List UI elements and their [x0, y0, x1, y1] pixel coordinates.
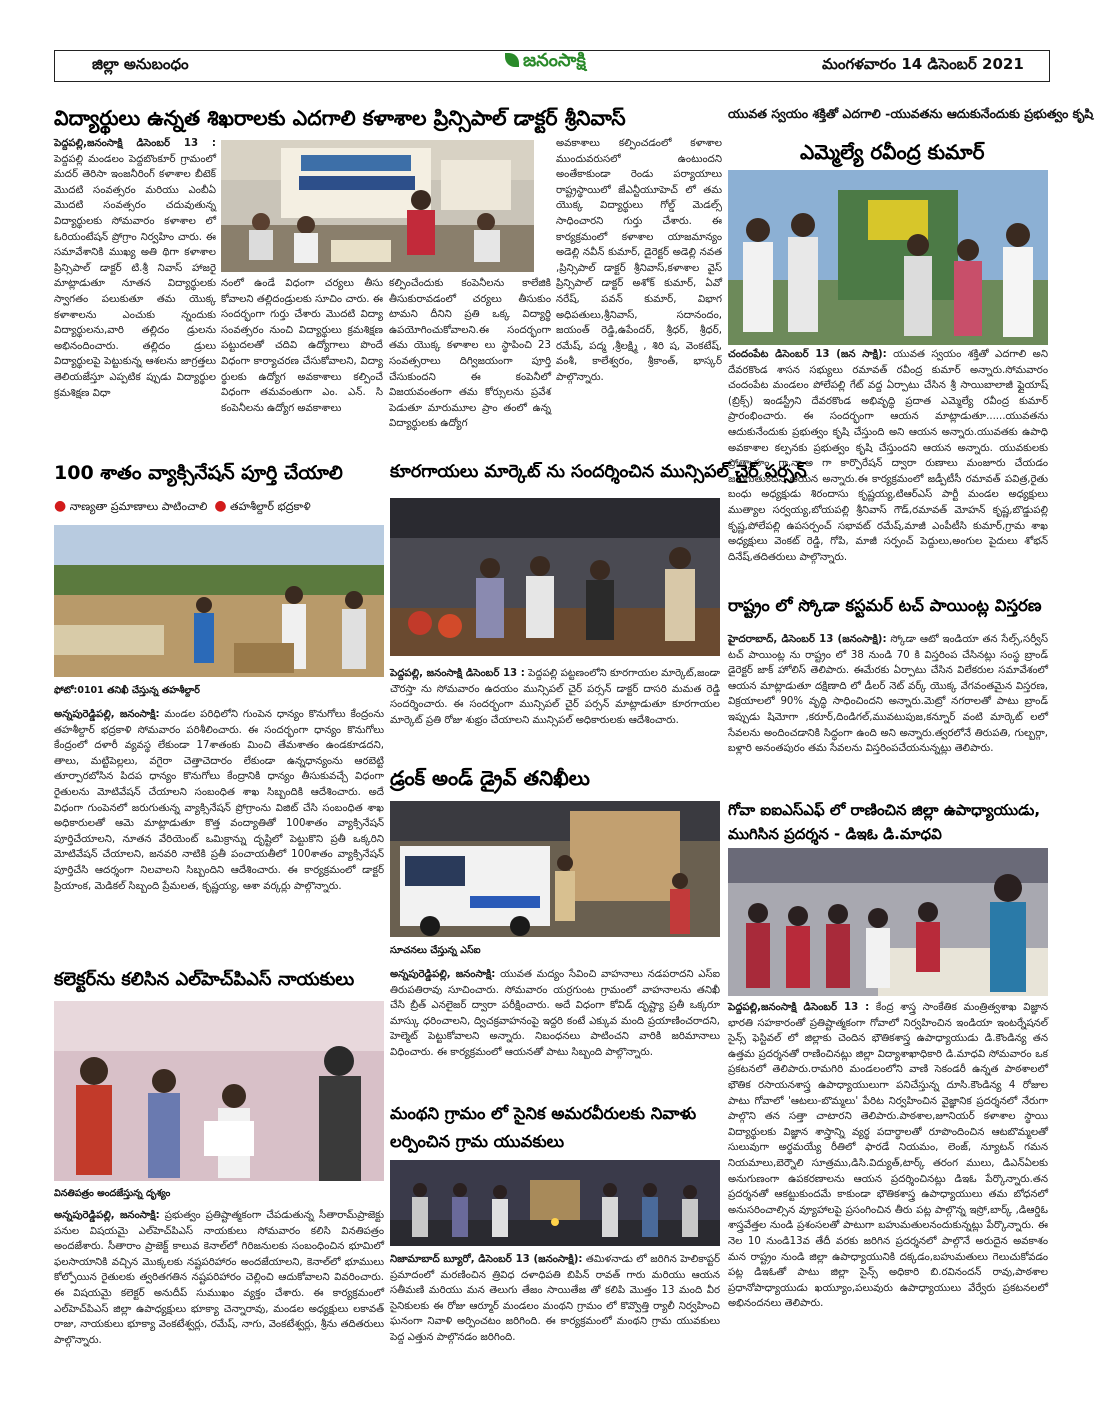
photo-caption-memorandum: వినతిపత్రం అందజేస్తున్న దృశ్యం	[54, 1188, 171, 1199]
article-body-skoda: హైదరాబాద్, డిసెంబర్ 13 (జనంసాక్షి): స్కోడా ఆటో ఇండియా తన సేల్స్,సర్వీస్ టచ్ పాయింట్ల ను రాష్ట్రం లో 38 నుండి 70 కి విస్తరింప చేసినట్లు సంస్థ బ్రాండ్ డైరెక్టర్ జాక్ హోలిస్ తెలిపారు. ఈమేరకు ఏర్పాటు చేసిన విలేకరుల సమావేశంలో ఆయన మాట్లాడుతూ దక్షిణాది లో డీలర్ నెట్ వర్క్ యొక్క వేగవంతమైన విస్తరణ, విక్రయాలలో 90% వృద్ధి సాధించిందని అన్నారు.మెట్రో నగరాలతో పాటు బ్రాండ్ ఇప్పుడు షిమోగా ,కరూర్,దిండిగల్,మువటుపుజ,కన్నూర్ వంటి మార్కెట్ లలో సేవలను అందించడానికి సిద్ధంగా ఉంది అని అన్నారు.త్వరలోనే తిరుపతి, గుల్బర్గా, బళ్లారి అనంతపురం తమ సేవలను విస్తరింపచేయనున్నట్లు తెలిపారు.	[728, 634, 1048, 755]
article-headline-tribute-2: లర్పించిన గ్రామ యువకులు	[390, 1132, 565, 1151]
article-headline-goa-1: గోవా ఐఐఎస్ఎఫ్ లో రాణించిన జిల్లా ఉపాధ్యాయుడు,	[728, 801, 1041, 819]
article-headline-drunk-drive: డ్రంక్ అండ్ డ్రైవ్ తనిఖీలు	[390, 766, 590, 790]
article-headline-goa-2: ముగిసిన ప్రదర్శన - డిఇఓ డి.మాధవి	[728, 825, 942, 843]
leaf-logo-icon	[505, 53, 519, 67]
page-date: మంగళవారం 14 డిసెంబర్ 2021	[822, 55, 1024, 73]
article-body-vaccination: అన్నపురెడ్డిపల్లి, జనంసాక్షి: మండల పరిధిలోని గుంపెన ధాన్యం కొనుగోలు కేంద్రంను తహశీల్దార్ భద్రకాళి సోమవారం పరిశీలించారు. ఈ సందర్భంగా ధాన్యం కొనుగోలు కేంద్రంలో దళారీ వ్యవస్థ లేకుండా 17శాతంకు మించి తేమశాతం ఉండకూడదని, తాలు, మట్టిపెల్లలు, వగైరా చెత్తాచెదారం లేకుండా ఉన్నధాన్యంను ఆరబెట్టి తూర్పారబోసిన పిదప ధాన్యం కొనుగోలు కేంద్రానికి ధాన్యం తీసుకువచ్చే విధంగా రైతులను మోటివేషన్ చేయాలని సంబంధిత శాఖ సిబ్బందికి ఆదేశించారు. అదే విధంగా గుంపెనలో జరుగుతున్న వ్యాక్సినేషన్ ప్రోగ్రాంను విజిట్ చేసి సంబంధిత శాఖ అధికారులతో ఆమె మాట్లాడుతూ కొత్త వంద్యాతితో 100శాతం వ్యాక్సినేషన్ పూర్తిచేయాలని, నూతన వేరియెంట్ ఒమిక్రాన్ను దృష్టిలో పెట్టుకొని ప్రతీ ఒక్కరిని మోటివేషన్ చేయాలని, జనవరి నాటికి ప్రతీ పంచాయతీలో 100శాతం వ్యాక్సినేషన్ పూర్తిచేసి ఆదర్శంగా నిలవాలని సిబ్బందిని ఆదేశించారు. ఈ కార్యక్రమంలో డాక్టర్ ప్రియాంక, మెడికల్ సిబ్బంది ప్రేమలత, కృష్ణయ్య, ఆశా వర్కర్లు పాల్గొన్నారు.	[54, 709, 384, 892]
masthead	[505, 50, 586, 75]
article-headline-lhps: కలెక్టర్‌ను కలిసిన ఎల్‌హెచ్‌పిఎస్ నాయకులు	[54, 969, 355, 990]
grain-center-photo	[54, 525, 384, 677]
candle-rally-photo	[390, 1160, 720, 1246]
article-subpoints-vaccination: ● నాణ్యతా ప్రమాణాలు పాటించాలి ● తహశీల్దార్ భద్రకాళి	[54, 498, 311, 514]
orientation-photo	[221, 140, 534, 272]
article-headline-college: విద్యార్థులు ఉన్నత శిఖరాలకు ఎదగాలి కళాశాల ప్రిన్సిపాల్ డాక్టర్ శ్రీనివాస్	[54, 106, 626, 130]
inauguration-photo	[728, 170, 1048, 345]
article-headline-market: కూరగాయలు మార్కెట్ ను సందర్శించిన మున్సిపల్ చైర్ పర్సన్	[390, 462, 807, 482]
photo-caption-si: సూచనలు చేస్తున్న ఎస్ఐ	[390, 945, 481, 956]
article-body-market: పెద్దపల్లి, జనంసాక్షి డిసెంబర్ 13 : పెద్దపల్లి పట్టణంలోని కూరగాయల మార్కెట్,జండా చౌరస్తా ను సోమవారం ఉదయం మున్సిపల్ చైర్ పర్సన్ డాక్టర్ దాసరి మమత రెడ్డి సందర్శించారు. ఈ సందర్భంగా మున్సిపల్ చైర్ పర్సన్ మాట్లాడుతూ కూరగాయల మార్కెట్ ప్రతి రోజు శుభ్రం చేయాలని మున్సిపల్ అధికారులకు ఆదేశించారు.	[390, 668, 720, 726]
article-headline-youth: యువత స్వయం శక్తితో ఎదగాలి -యువతను ఆదుకునేందుకు ప్రభుత్వం కృషి	[728, 106, 1048, 128]
article-body-lhps: అన్నపురెడ్డిపల్లి, జనంసాక్షి: ప్రభుత్వం ప్రతిష్టాత్మకంగా చేపడుతున్న సీతారామ్‌ప్రాజెక్టు పనుల విషయమై ఎల్‌హెచ్‌పిఎస్ నాయకులు సోమవారం కలిసి వినతిపత్రం అందజేశారు. సీతారాం ప్రాజెక్ట్ కాలువ కెనాల్‌లో గిరిజనులకు సంబంధించిన భూమిలో ఫలసాయానికి వచ్చిన మొక్కలకు నష్టపరిహారం అందజేయాలని, కెనాల్‌లో భూములు కోల్పోయిన రైతులకు త్వరితగతిన నష్టపరిహారం చెల్లించి ఆదుకోవాలని వివరించారు. ఈ విషయమై కలెక్టర్ అనుదీప్ సుముఖం వ్యక్తం చేశారు. ఈ కార్యక్రమంలో ఎల్‌హెచ్‌పిఎస్ జిల్లా ఉపాధ్యక్షులు భూక్యా చెన్నారావు, మండల అధ్యక్షులు లకావత్ రాజు, నాయకులు భూక్యా వెంకటేశ్వర్లు, రమేష్, నాగు, వెంకటేశ్వర్లు, శ్రీను తదితరులు పాల్గొన్నారు.	[54, 1210, 384, 1346]
memorandum-photo	[54, 1001, 384, 1181]
article-body-youth: చందంపేట డిసెంబర్ 13 (జన సాక్షి): యువత స్వయం శక్తితో ఎదగాలి అని దేవరకొండ శాసన సభ్యులు రమావత్ రవీంద్ర కుమార్ అన్నారు.సోమవారం చందంపేట మండలం పోలేపల్లి గేట్ వద్ద ఏర్పాటు చేసిన శ్రీ సాయిబాలాజీ ఫ్లైయాష్ (బ్రిక్స్) ఇండస్ట్రీని దేవరకొండ అభివృద్ధి ప్రదాత ఎమ్మెల్యే రవీంద్ర కుమార్ ప్రారంభించారు. ఈ సందర్భంగా ఆయన మాట్లాడుతూ......యువతను ఆదుకునేందుకు ప్రభుత్వం కృషి చేస్తుంది అని ఆయన అన్నారు.యువతకు ఉపాధి అవకాశాల కల్పనకు ప్రభుత్వం కృషి చేస్తుందని ఆయన అన్నారు. యువకులకు ప్రోత్సాహం గా,నా,అ గా కార్పొరేషన్ ద్వారా రుణాలు మంజూరు చేయడం జరుగుతుందని ఆయన అన్నారు.ఈ కార్యక్రమంలో జడ్పీటీసీ రమావత్ పవిత్ర,రైతు బంధు అధ్యక్షుడు శిరందాసు కృష్ణయ్య,టిఆర్ఎస్ పార్టీ మండల అధ్యక్షులు ముత్యాల సర్వయ్య,బోయపల్లి శ్రీనివాస్ గౌడ్,రమావత్ మోహన్ కృష్ణ,బొడ్డుపల్లి కృష్ణ,పోలేపల్లి ఉపసర్పంచ్ సభావట్ రమేష్,మాజీ ఎంపీటీసి కుమార్,గ్రామ శాఖ అధ్యక్షులు వెంకట్ రెడ్డి, గోపి, మాజీ సర్పంచ్ పెద్దులు,అంగుల పైదులు శోభన్ దినేష్,తదితరులు పాల్గొన్నారు.	[728, 349, 1048, 563]
article-body-college-col4: అవకాశాలు కల్పించడంలో కళాశాల ముందువరుసలో ఉంటుందని అంతేకాకుండా రెండు పర్యాయాలు రాష్ట్రస్థాయిలో జేఎన్టీయూహెచ్ లో తమ యొక్క విద్యార్థులు గోల్డ్ మెడల్స్ సాధించారని గుర్తు చేశారు. ఈ కార్యక్రమంలో కళాశాల యాజమాన్యం అడెల్లి నవీన్ కుమార్, డైరెక్టర్ అడెల్లి నవత ,ప్రిన్సిపాల్ డాక్టర్ శ్రీనివాస్,కళాశాల వైస్ ప్రిన్సిపాల్ డాక్టర్ అశోక్ కుమార్, ఏవో నరేష్, పవన్ కుమార్, విభాగ అధిపతులు,శ్రీనివాస్, సదానందం, జయంత్ రెడ్డి,ఉపేందర్, శ్రీధర్, శ్రీధర్, రమేష్, పద్మ ,శ్రీలక్ష్మి , శిరి ష, వెంకటేష్, వంశీ, కాలేశ్వరం, శ్రీకాంత్, భాస్కర్ పాల్గొన్నారు.	[556, 138, 722, 383]
science-fest-photo	[728, 848, 1048, 996]
article-body-college-col1: పెద్దపల్లి,జనంసాక్షి డిసెంబర్ 13 : పెద్దపల్లి మండలం పెద్దబొంకూర్ గ్రామంలో మదర్ తెరిసా ఇంజనీరింగ్ కళాశాల బీటెక్ మొదటి సంవత్సరం మరియు ఎంబీఏ మొదటి సంవత్సరం చదువుతున్న విద్యార్థులకు సోమవారం కళాశాల లో ఓరియంటేషన్ ప్రోగ్రాం నిర్వహిం చారు. ఈ సమావేశానికి ముఖ్య అతి థిగా కళాశాల ప్రిన్సిపాల్ డాక్టర్ టి.శ్రీ నివాస్ హాజరై మాట్లాడుతూ నూతన విద్యార్థులకు స్వాగతం పలుకుతూ తమ యొక్క కళాశాలను ఎంచుకు న్నందుకు విద్యార్థులను,వారి తల్లిదం డ్రులను అభినందించారు. తల్లిదం డ్రులు విద్యార్థులపై పెట్టుకున్న ఆశలను జాగ్రత్తలు తెలియజేస్తూ ఎప్పటిక ప్పుడు విద్యార్థుల క్రమశిక్షణ విధా	[54, 138, 216, 399]
article-body-tribute: నిజామాబాద్ బ్యూరో, డిసెంబర్ 13 (జనంసాక్షి): తమిళనాడు లో జరిగిన హెలికాప్టర్ ప్రమాదంలో మరణించిన త్రివిధ దళాధిపతి బిపిన్ రావత్ గారు మరియు ఆయన సతీమణి మరియు మన తెలుగు తేజం సాయితేజ తో కలిపి మొత్తం 13 మంది వీర సైనికులకు ఈ రోజు ఆర్మూర్ మండలం మంథని గ్రామం లో కొవ్వొత్తి ర్యాలీ నిర్వహించి ఘనంగా నివాళి అర్పించటం జరిగింది. ఈ కార్యక్రమంలో మంథని గ్రామ యువకులు పెద్ద ఎత్తున పాల్గొనడం జరిగింది.	[390, 1254, 721, 1343]
vegetable-market-photo	[390, 498, 720, 656]
article-headline-skoda: రాష్ట్రం లో స్కోడా కస్టమర్ టచ్ పాయింట్ల విస్తరణ	[728, 596, 1042, 615]
article-headline-tribute-1: మంథని గ్రామం లో సైనిక అమరవీరులకు నివాళు	[390, 1104, 697, 1123]
masthead-title: జనంసాక్షి	[523, 50, 586, 71]
article-body-college-col2: నంలో ఉండే విధంగా చర్యలు తీసు కోవాలని తల్లిదండ్రులకు సూచిం చారు. ఈ సందర్భంగా గుర్తు చేశారు మొదటి విద్యా సంవత్సరం నుంచి విద్యార్థులు క్రమశిక్షణ పట్టుదలతో చదివి ఉద్యోగాలు పొందే విధంగా కార్యాచరణ చేసుకోవాలని, విద్యా ర్థులకు ఉద్యోగ అవకాశాలు కల్పించే విధంగా తమవంతుగా ఎం. ఎన్. సి కంపెనీలను ఉద్యోగ అవకాశాలు	[221, 278, 383, 414]
article-body-goa: పెద్దపల్లి,జనంసాక్షి డిసెంబర్ 13 : కేంద్ర శాస్త్ర సాంకేతిక మంత్రిత్వశాఖ విజ్ఞాన భారతి సహకారంతో ప్రతిష్టాత్మకంగా గోవాలో నిర్వహించిన ఇండియా ఇంటర్నేషనల్ సైన్స్ ఫెస్టివల్ లో జిల్లాకు చెందిన భౌతికశాస్త్ర ఉపాధ్యాయుడు డి.కౌండిన్య తన ఉత్తమ ప్రదర్శనతో రాణించినట్లు జిల్లా విద్యాశాఖాధికారి డి.మాధవి సోమవారం ఒక ప్రకటనలో తెలిపారు.రామగిరి మండలంలోని వాణి సెకండరీ ఉన్నత పాఠశాలలో భౌతిక రసాయనశాస్త్ర ఉపాధ్యాయులుగా పనిచేస్తున్న దూసి.కౌండిన్య 4 రోజుల పాటు గోవాలో 'ఆటలు-బొమ్మలు' పేరిట నిర్వహించిన వైజ్ఞానిక ప్రదర్శనలో నేరుగా పాల్గొని తన సత్తా చాటారని తెలిపారు.పాఠశాల,జూనియర్ కళాశాల స్థాయి విద్యార్థులకు విజ్ఞాన శాస్త్రాన్ని వ్యర్థ పదార్థాలతో రూపొందించిన ఆటబొమ్మలతో సులువుగా అర్థమయ్యే రీతిలో ఫారడే నియమం, లెంజ్, న్యూటన్ గమన నియమాలు,బెర్నౌలి సూత్రము,డిసి.విద్యుత్,టార్క్ తరంగ ములు, డిఎన్ఏలకు అనుగుణంగా ఉపకరణాలను ఆయన ప్రదర్శించినట్లు డిఇఓ పేర్కొన్నారు.తన ప్రదర్శనతో ఆకట్టుకుందమే కాకుండా భౌతికశాస్త్ర ఉపాధ్యాయులు తమ బోధనలో అనుసరించాల్సిన వ్యూహాలపై ప్రసంగించిన తీరు పట్ల పాల్గొన్న ఇస్రో,బార్క్ ,డిఆర్డిఓ శాస్త్రవేత్తల నుండి ప్రశంసలతో పాటుగా బహుమతులనందుకున్నట్లు పేర్కొన్నారు. ఈ నెల 10 నుండి13వ తేదీ వరకు జరిగిన ప్రదర్శనలో పాల్గొనే అరుదైన అవకాశం మన రాష్ట్రం నుండి జిల్లా ఉపాధ్యాయునికి దక్కడం,బహుమతులు గెలుచుకోవడం పట్ల డిఇఓతో పాటు జిల్లా సైన్స్ అధికారి బి.రవినందన్ రావు,పాఠశాల ప్రధానోపాధ్యాయుడు ఖయ్యూం,పలువురు ఉపాధ్యాయులు వేర్వేరు ప్రకటనలలో అభినందనలు తెలిపారు.	[728, 1002, 1048, 1310]
article-subhead-mla: ఎమ్మెల్యే రవీంద్ర కుమార్	[800, 140, 985, 164]
article-headline-vaccination: 100 శాతం వ్యాక్సినేషన్ పూర్తి చేయాలి	[54, 462, 343, 484]
section-name: జిల్లా అనుబంధం	[92, 55, 189, 73]
police-check-photo	[390, 801, 720, 937]
article-body-drunk-drive: అన్నపురెడ్డిపల్లి, జనంసాక్షి: యువత మద్యం సేవించి వాహనాలు నడపరాదని ఎస్ఐ తిరుపతిరావు సూచించారు. సోమవారం యర్రగుంట గ్రామంలో వాహనాలను తనిఖీ చేసి బ్రీత్ ఎనలైజర్ ద్వారా పరీక్షించారు. అదే విధంగా కోవిడ్ దృష్ట్యా ప్రతీ ఒక్కరూ మాస్కు ధరించాలని, ద్విచక్రవాహనంపై ఇద్దరి కంటే ఎక్కువ మంది ప్రయాణించరాదని, హెల్మెట్ పెట్టుకోవాలని అన్నారు. నిబంధనలు పాటించని వారికి జరిమానాలు విధించారు. ఈ కార్యక్రమంలో ఆయనతో పాటు సిబ్బంది పాల్గొన్నారు.	[390, 969, 721, 1058]
photo-caption-tahsildar: ఫోటో:0101 తనిఖీ చేస్తున్న తహశీల్దార్	[54, 685, 200, 696]
article-body-college-col3: కల్పించేందుకు కంపెనీలను కాలేజికి తీసుకురావడంలో చర్యలు తీసుకుం టామని దీనిని ప్రతి ఒక్క విద్యార్థి ఉపయోగించుకోవాలని.ఈ సందర్భంగా తమ యొక్క కళాశాల లు స్థాపించి 23 సంవత్సరాలు దిగ్విజయంగా పూర్తి చేసుకుందని ఈ కంపెనీలో విజయవంతంగా తమ కోర్సులను ప్రవేశ పెడుతూ మారుమూల ప్రాం తంలో ఉన్న విద్యార్థులకు ఉద్యోగ	[389, 278, 551, 430]
